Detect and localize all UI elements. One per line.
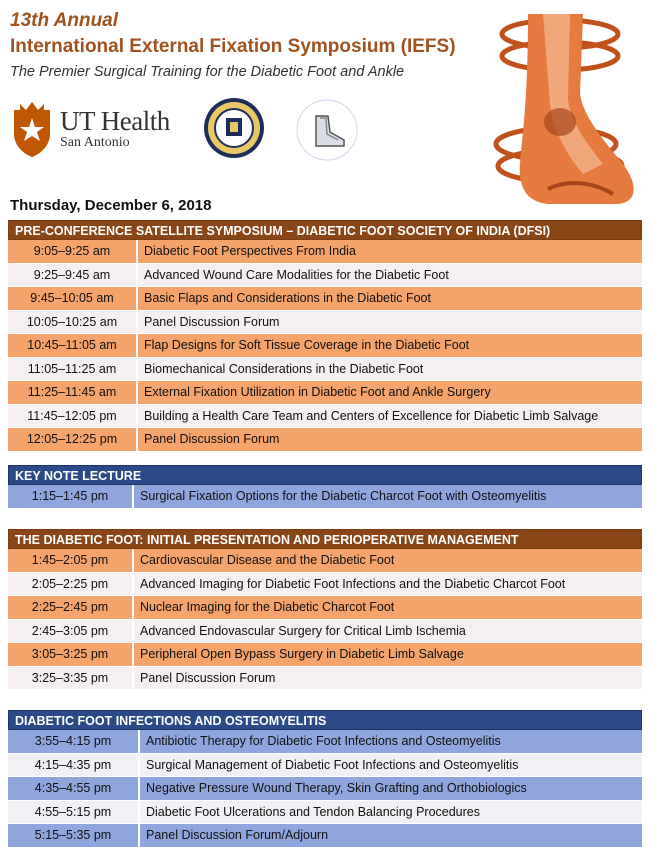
table-row	[8, 264, 642, 288]
session-topic: Advanced Wound Care Modalities for the Diabetic Foot	[144, 267, 449, 282]
ut-shield-icon	[10, 100, 54, 158]
session-time: 10:45–11:05 am	[8, 334, 138, 357]
session-topic: Panel Discussion Forum	[144, 432, 280, 446]
session-time: 3:05–3:25 pm	[8, 643, 134, 666]
foot-ankle-illustration	[488, 4, 648, 214]
event-header	[10, 8, 480, 82]
session-topic: Antibiotic Therapy for Diabetic Foot Infections and Osteomyelitis	[146, 734, 501, 748]
event-title: International External Fixation Symposium (IEFS)	[10, 36, 456, 57]
session-topic: Peripheral Open Bypass Surgery in Diabetic Limb Salvage	[140, 647, 464, 661]
table-row	[8, 334, 642, 358]
table-row	[8, 428, 642, 452]
session-topic: Panel Discussion Forum	[140, 670, 276, 685]
session-time: 11:25–11:45 am	[8, 381, 138, 404]
section-title: KEY NOTE LECTURE	[8, 465, 642, 485]
section-title: DIABETIC FOOT INFECTIONS AND OSTEOMYELITIS	[8, 710, 642, 730]
session-time: 1:45–2:05 pm	[8, 549, 134, 572]
session-time: 11:45–12:05 pm	[8, 405, 138, 428]
event-edition: 13th Annual	[10, 10, 119, 31]
session-time: 4:35–4:55 pm	[8, 777, 140, 800]
session-time: 5:15–5:35 pm	[8, 824, 140, 847]
session-topic: Panel Discussion Forum/Adjourn	[146, 828, 329, 842]
schedule-date: Thursday, December 6, 2018	[10, 197, 212, 214]
session-time: 1:15–1:45 pm	[8, 485, 134, 508]
session-time: 11:05–11:25 am	[8, 358, 138, 381]
table-row	[8, 801, 642, 825]
session-time: 9:25–9:45 am	[8, 264, 138, 287]
session-topic: Flap Designs for Soft Tissue Coverage in the Diabetic Foot	[144, 338, 470, 352]
table-row	[8, 620, 642, 644]
table-row	[8, 824, 642, 848]
table-row	[8, 730, 642, 754]
session-topic: Cardiovascular Disease and the Diabetic Foot	[140, 553, 395, 567]
section-title: PRE-CONFERENCE SATELLITE SYMPOSIUM – DIABETIC FOOT SOCIETY OF INDIA (DFSI)	[8, 220, 642, 240]
session-topic: Building a Health Care Team and Centers of Excellence for Diabetic Limb Salvage	[144, 408, 599, 423]
section-infections	[8, 710, 642, 848]
session-time: 9:05–9:25 am	[8, 240, 138, 263]
session-topic: Advanced Endovascular Surgery for Critical Limb Ischemia	[140, 623, 466, 638]
session-topic: Basic Flaps and Considerations in the Diabetic Foot	[144, 291, 431, 305]
session-topic: Panel Discussion Forum	[144, 314, 280, 329]
session-topic: External Fixation Utilization in Diabetic Foot and Ankle Surgery	[144, 385, 491, 399]
session-time: 3:25–3:35 pm	[8, 667, 134, 690]
table-row	[8, 643, 642, 667]
table-row	[8, 754, 642, 778]
session-topic: Surgical Management of Diabetic Foot Infections and Osteomyelitis	[146, 757, 519, 772]
session-topic: Diabetic Foot Ulcerations and Tendon Balancing Procedures	[146, 804, 480, 819]
session-time: 4:55–5:15 pm	[8, 801, 140, 824]
session-time: 12:05–12:25 pm	[8, 428, 138, 451]
session-time: 2:45–3:05 pm	[8, 620, 134, 643]
table-row	[8, 381, 642, 405]
session-topic: Surgical Fixation Options for the Diabetic Charcot Foot with Osteomyelitis	[140, 489, 547, 503]
table-row	[8, 358, 642, 382]
table-row	[8, 549, 642, 573]
session-time: 9:45–10:05 am	[8, 287, 138, 310]
section-title: THE DIABETIC FOOT: INITIAL PRESENTATION AND PERIOPERATIVE MANAGEMENT	[8, 529, 642, 549]
table-row	[8, 573, 642, 597]
table-row	[8, 405, 642, 429]
session-time: 3:55–4:15 pm	[8, 730, 140, 753]
table-row	[8, 485, 642, 509]
event-subtitle: The Premier Surgical Training for the Diabetic Foot and Ankle	[10, 64, 405, 80]
sponsor-logos	[10, 96, 470, 166]
session-time: 4:15–4:35 pm	[8, 754, 140, 777]
session-topic: Nuclear Imaging for the Diabetic Charcot Foot	[140, 600, 395, 614]
session-time: 2:05–2:25 pm	[8, 573, 134, 596]
session-topic: Diabetic Foot Perspectives From India	[144, 244, 356, 258]
session-time: 2:25–2:45 pm	[8, 596, 134, 619]
section-initial-presentation	[8, 529, 642, 690]
dfsi-logo-icon	[286, 94, 368, 166]
table-row	[8, 287, 642, 311]
table-row	[8, 596, 642, 620]
table-row	[8, 311, 642, 335]
session-time: 10:05–10:25 am	[8, 311, 138, 334]
table-row	[8, 240, 642, 264]
section-keynote	[8, 465, 642, 509]
ut-health-city: San Antonio	[60, 135, 130, 150]
section-pre-conference	[8, 220, 642, 452]
session-topic: Advanced Imaging for Diabetic Foot Infections and the Diabetic Charcot Foot	[140, 576, 566, 591]
pitt-seal-icon	[202, 96, 266, 160]
ut-health-name: UT Health	[60, 106, 170, 136]
ut-health-logo	[10, 100, 170, 158]
session-topic: Negative Pressure Wound Therapy, Skin Grafting and Orthobiologics	[146, 781, 527, 795]
session-topic: Biomechanical Considerations in the Diabetic Foot	[144, 361, 424, 376]
table-row	[8, 667, 642, 691]
table-row	[8, 777, 642, 801]
